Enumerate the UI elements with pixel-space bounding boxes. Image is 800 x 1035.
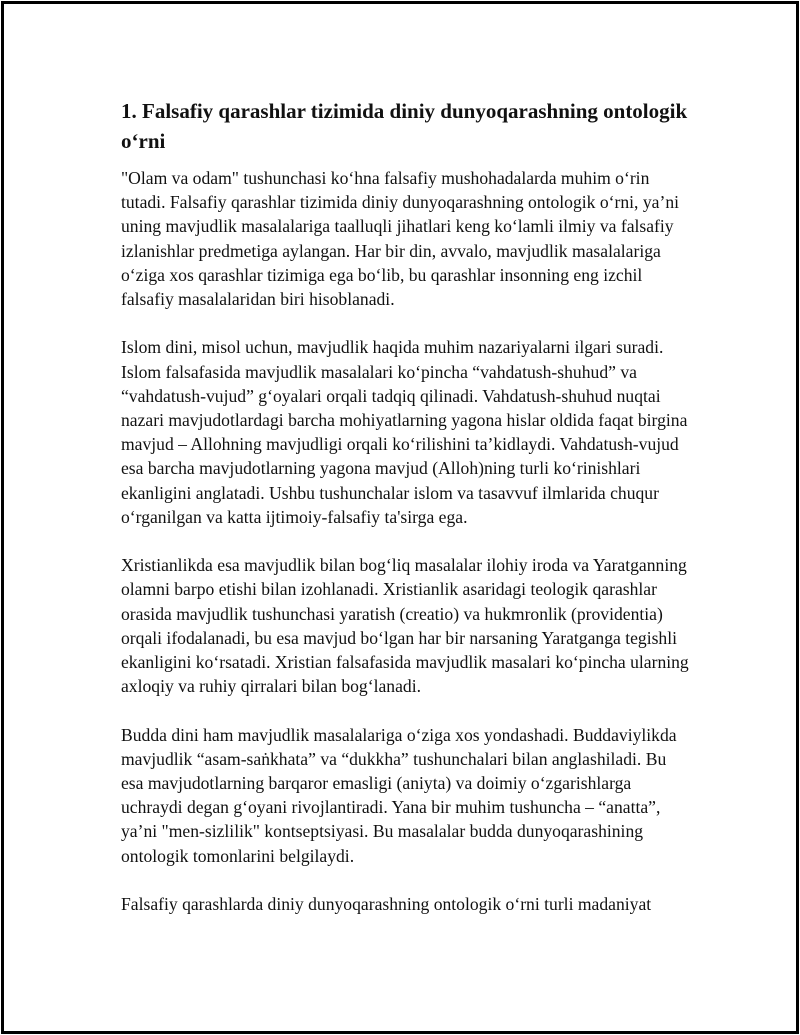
section-title: 1. Falsafiy qarashlar tizimida diniy dunyoqarashning ontologik o‘rni (121, 99, 688, 153)
page-frame (1, 1, 799, 1034)
document-body (121, 96, 693, 940)
paragraph-islom: Islom dini, misol uchun, mavjudlik haqida muhim nazariyalarni ilgari suradi. Islom falsafasida mavjudlik masalalari ko‘pincha “vahdatush-shuhud” va “vahdatush-vujud” g‘oyalari orqali tadqiq qilinadi. Vahdatush-shuhud nuqtai nazari mavjudotlardagi barcha mohiyatlarning yagona hislar oldida faqat birgina mavjud – Allohning mavjudligi orqali ko‘rilishini ta’kidlaydi. Vahdatush-vujud esa barcha mavjudotlarning yagona mavjud (Alloh)ning turli ko‘rinishlari ekanligini anglatadi. Ushbu tushunchalar islom va tasavvuf ilmlarida chuqur o‘rganilgan va katta ijtimoiy-falsafiy ta'sirga ega. (121, 337, 688, 527)
paragraph-budda: Budda dini ham mavjudlik masalalariga o‘ziga xos yondashadi. Buddaviylikda mavjudlik “asam-saṅkhata” va “dukkha” tushunchalari bilan anglashiladi. Bu esa mavjudotlarning barqaror emasligi (aniyta) va doimiy o‘zgarishlarga uchraydi degan g‘oyani rivojlantiradi. Yana bir muhim tushuncha – “anatta”, ya’ni "men-sizlilik" kontseptsiyasi. Bu masalalar budda dunyoqarashining ontologik tomonlarini belgilaydi. (121, 724, 677, 866)
paragraph-olam-va-odam: "Olam va odam" tushunchasi ko‘hna falsafiy mushohadalarda muhim o‘rin tutadi. Falsafiy qarashlar tizimida diniy dunyoqarashning ontologik o‘rni, ya’ni uning mavjudlik masalalariga taalluqli jihatlari keng ko‘lamli ilmiy va falsafiy izlanishlar predmetiga aylangan. Har bir din, avvalo, mavjudlik masalalariga o‘ziga xos qarashlar tizimiga ega bo‘lib, bu qarashlar insonning eng izchil falsafiy masalalaridan biri hisoblanadi. (121, 168, 680, 310)
paragraph-xristianlik: Xristianlikda esa mavjudlik bilan bog‘liq masalalar ilohiy iroda va Yaratganning olamni barpo etishi bilan izohlanadi. Xristianlik asaridagi teologik qarashlar orasida mavjudlik tushunchasi yaratish (creatio) va hukmronlik (providentia) orqali ifodalanadi, bu esa mavjud bo‘lgan har bir narsaning Yaratganga tegishli ekanligini ko‘rsatadi. Xristian falsafasida mavjudlik masalari ko‘pincha ularning axloqiy va ruhiy qirralari bilan bog‘lanadi. (121, 555, 689, 697)
paragraph-falsafiy-qarashlar: Falsafiy qarashlarda diniy dunyoqarashning ontologik o‘rni turli madaniyat (121, 894, 652, 915)
